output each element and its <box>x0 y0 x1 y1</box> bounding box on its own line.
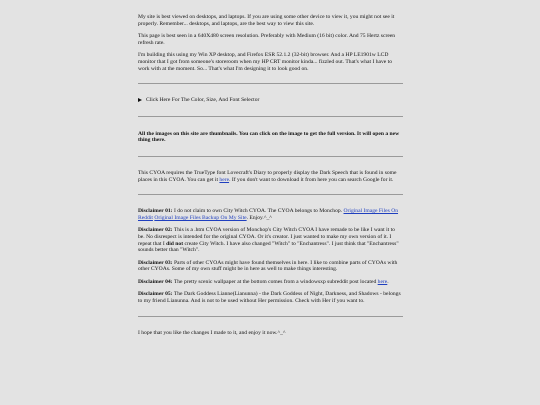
disclaimer-text: I do not claim to own City Witch CYOA. The CYOA belongs to Monchop. <box>172 208 344 215</box>
disclaimer-tail: . Enjoy.^_^ <box>246 214 272 221</box>
disclaimer-text: Parts of other CYOAs might have found themselves in here. I like to combine parts of CYOAs with other CYOAs. Some of my own stuff might be in here as well to make things interesting. <box>138 259 398 273</box>
main-content <box>138 0 403 336</box>
disclaimer-text: The Dark Goddess Lianne(Lianunna) - the Dark Goddess of Night, Darkness, and Shadows - belongs to my friend Lianunna. And is not to be used without Her permission. Check with Her if you want to. <box>138 291 401 305</box>
disclaimer-label: Disclaimer 01: <box>138 208 173 215</box>
thumbnail-notice <box>138 131 403 144</box>
disclaimer-02 <box>138 227 403 253</box>
disclaimer-label: Disclaimer 02: <box>138 227 173 234</box>
emphasis-text: did not <box>166 240 184 247</box>
divider <box>138 83 403 84</box>
thumbnail-notice-text: All the images on this site are thumbnails. You can click on the image to get the full version. It will open a new thing there. <box>138 130 400 144</box>
disclaimer-label: Disclaimer 04: <box>138 278 173 285</box>
divider <box>138 194 403 195</box>
font-selector-label: Click Here For The Color, Size, And Font Selector <box>146 97 260 104</box>
wallpaper-source-link[interactable]: here <box>377 278 388 285</box>
font-selector-toggle[interactable] <box>138 97 403 104</box>
disclosure-triangle-icon <box>138 98 142 102</box>
disclaimer-03 <box>138 260 403 273</box>
disclaimer-text-continued: create City Witch. I have also changed "Witch" to "Enchantress". I just think that "Enchantress" sounds better than "Witch". <box>138 240 399 254</box>
divider <box>138 116 403 117</box>
intro-paragraph-2: This page is best seen in a 640X480 screen resolution. Preferably with Medium (16 bit) color. And 75 Hertz screen refresh rate. <box>138 33 396 46</box>
intro-paragraph-3: I'm building this using my Win XP desktop, and Firefox ESR 52.1.2 (32-bit) browser. And a HP LE1901w LCD monitor that I got from someone's storeroom when my HP CRT monitor kinda... fizzled out. That's what I have to work with at the moment. So... That's what I'm designing it to look good on. <box>138 52 393 72</box>
disclaimer-label: Disclaimer 03: <box>138 259 173 266</box>
disclaimer-tail: . <box>387 278 389 285</box>
disclaimer-05 <box>138 291 403 304</box>
intro-paragraph-1: My site is best viewed on desktops, and laptops. If you are using some other device to view it, you might not see it properly. Remember... desktops, and laptops, are the best way to view this site. <box>138 14 395 27</box>
backup-images-link[interactable]: Original Image Files Backup On My Site <box>154 214 247 221</box>
disclaimer-04 <box>138 279 403 286</box>
divider <box>138 316 403 317</box>
font-requirement-note <box>138 170 403 183</box>
reddit-images-link[interactable]: Original Image Files On Reddit <box>138 208 399 221</box>
font-note-text: This CYOA requires the TrueType font Lovecraft's Diary to properly display the Dark Speech that is found in some places in this CYOA. You can get it <box>138 169 397 183</box>
divider <box>138 156 403 157</box>
closing-message: I hope that you like the changes I made to it, and enjoy it now.^_^ <box>138 329 286 336</box>
font-note-tail: . If you don't want to download it from here you can search Google for it. <box>229 176 394 183</box>
disclaimer-label: Disclaimer 05: <box>138 291 173 298</box>
disclaimer-text: This is a .htm CYOA version of Monchop's City Witch CYOA I have remade to be like I want it to be. No disrespect is intended for the original CYOA. Or it's creator. I just wanted to make my own version of it. I repeat that I <box>138 227 395 247</box>
font-download-link[interactable]: here <box>219 176 230 183</box>
disclaimer-01 <box>138 208 403 221</box>
disclaimer-text: The pretty scenic wallpaper at the bottom comes from a windowsxp subreddit post located <box>172 278 378 285</box>
